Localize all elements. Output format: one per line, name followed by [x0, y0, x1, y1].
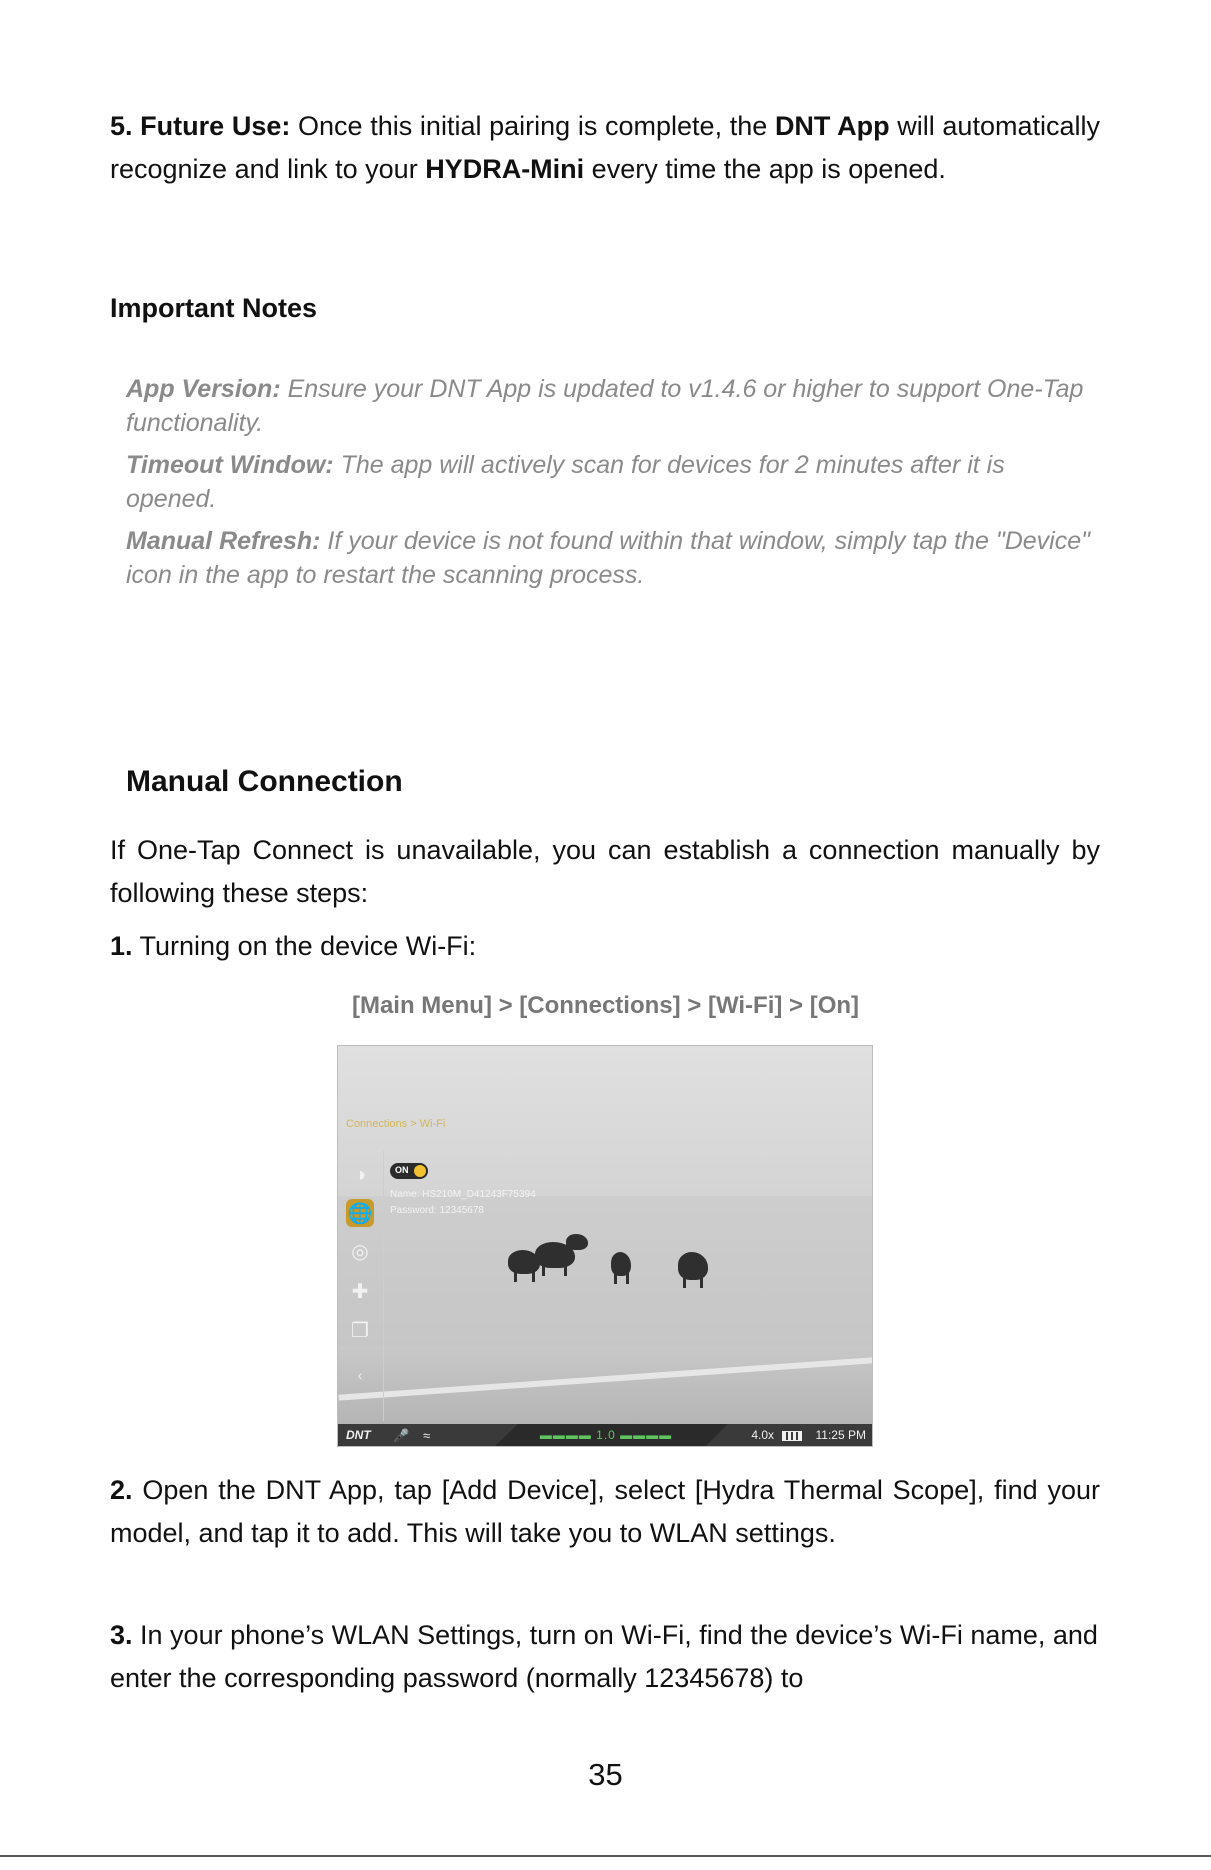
bottom-rule — [0, 1855, 1211, 1857]
wifi-name: Name: HS210M_D41243F75394 — [390, 1189, 536, 1200]
note-timeout-window — [126, 448, 1096, 516]
device-menu-sidebar — [338, 1161, 383, 1421]
note-text: If your device is not found within that window, simply tap the "Device" icon in the app to restart the scanning process. — [126, 527, 1091, 589]
step-2 — [110, 1469, 1100, 1555]
step-number: 1. — [110, 931, 133, 961]
wifi-icon: ≈ — [423, 1428, 431, 1443]
step-text: Turning on the device Wi-Fi: — [132, 931, 477, 961]
note-app-version — [126, 372, 1096, 440]
note-manual-refresh — [126, 524, 1096, 592]
connections-wifi-title: Connections > Wi-Fi — [346, 1118, 446, 1130]
note-text: Ensure your DNT App is updated to v1.4.6 or higher to support One-Tap functionality. — [126, 375, 1084, 437]
palette-icon[interactable]: ◑ — [353, 1163, 367, 1186]
dnt-logo: DNT — [346, 1428, 371, 1442]
note-label: App Version: — [126, 375, 281, 403]
back-arrow-icon[interactable]: ‹ — [357, 1367, 363, 1383]
toggle-label: ON — [395, 1165, 409, 1175]
step-number: 3. — [110, 1620, 133, 1650]
step-1 — [110, 925, 1100, 968]
note-label: Manual Refresh: — [126, 527, 321, 555]
manual-connection-heading: Manual Connection — [126, 765, 403, 798]
microphone-icon: 🎤 — [393, 1428, 410, 1443]
device-status-bar — [338, 1424, 873, 1447]
battery-icon — [782, 1431, 802, 1441]
step-text: Open the DNT App, tap [Add Device], select [Hydra Thermal Scope], find your model, and tap it to add. This will take you to WLAN settings. — [110, 1475, 1100, 1548]
manual-connection-intro: If One-Tap Connect is unavailable, you can establish a connection manually by following these steps: — [110, 835, 1100, 908]
wifi-password: Password: 12345678 — [390, 1205, 484, 1216]
device-time: 11:25 PM — [815, 1428, 866, 1442]
hydra-mini-name: HYDRA-Mini — [425, 154, 585, 184]
page-number: 35 — [588, 1757, 623, 1792]
future-use-label: 5. Future Use: — [110, 111, 291, 141]
note-label: Timeout Window: — [126, 451, 334, 479]
crosshair-icon[interactable]: ✚ — [351, 1280, 369, 1303]
wifi-toggle[interactable] — [390, 1163, 428, 1179]
step-number: 2. — [110, 1475, 133, 1505]
globe-icon[interactable]: 🌐 — [346, 1199, 374, 1227]
step-text: In your phone’s WLAN Settings, turn on Wi-Fi, find the device’s Wi-Fi name, and enter the corresponding password (normally 12345678) to — [110, 1620, 1098, 1693]
zoom-indicator: ▬▬▬▬ 1.0 ▬▬▬▬ — [539, 1428, 673, 1442]
device-screenshot — [337, 1045, 873, 1447]
important-notes-heading: Important Notes — [110, 293, 318, 323]
future-use-paragraph — [110, 105, 1100, 191]
future-use-text-1: Once this initial pairing is complete, the — [290, 111, 775, 141]
ground-area — [338, 1346, 873, 1426]
dnt-app-name: DNT App — [774, 111, 890, 141]
future-use-text-3: every time the app is opened. — [584, 154, 946, 184]
step-3 — [110, 1614, 1100, 1700]
wifi-info — [390, 1187, 536, 1219]
copy-icon[interactable]: ❐ — [351, 1319, 369, 1342]
toggle-knob — [414, 1165, 426, 1177]
menu-path: [Main Menu] > [Connections] > [Wi-Fi] > [On] — [351, 992, 860, 1019]
note-text: The app will actively scan for devices for 2 minutes after it is opened. — [126, 451, 1005, 513]
menu-divider — [383, 1151, 384, 1421]
target-icon[interactable]: ◎ — [351, 1240, 369, 1263]
important-notes-list — [126, 372, 1096, 600]
future-use-text-2: will automatically recognize and link to your — [110, 111, 1100, 184]
magnification-level: 4.0x — [751, 1428, 774, 1442]
